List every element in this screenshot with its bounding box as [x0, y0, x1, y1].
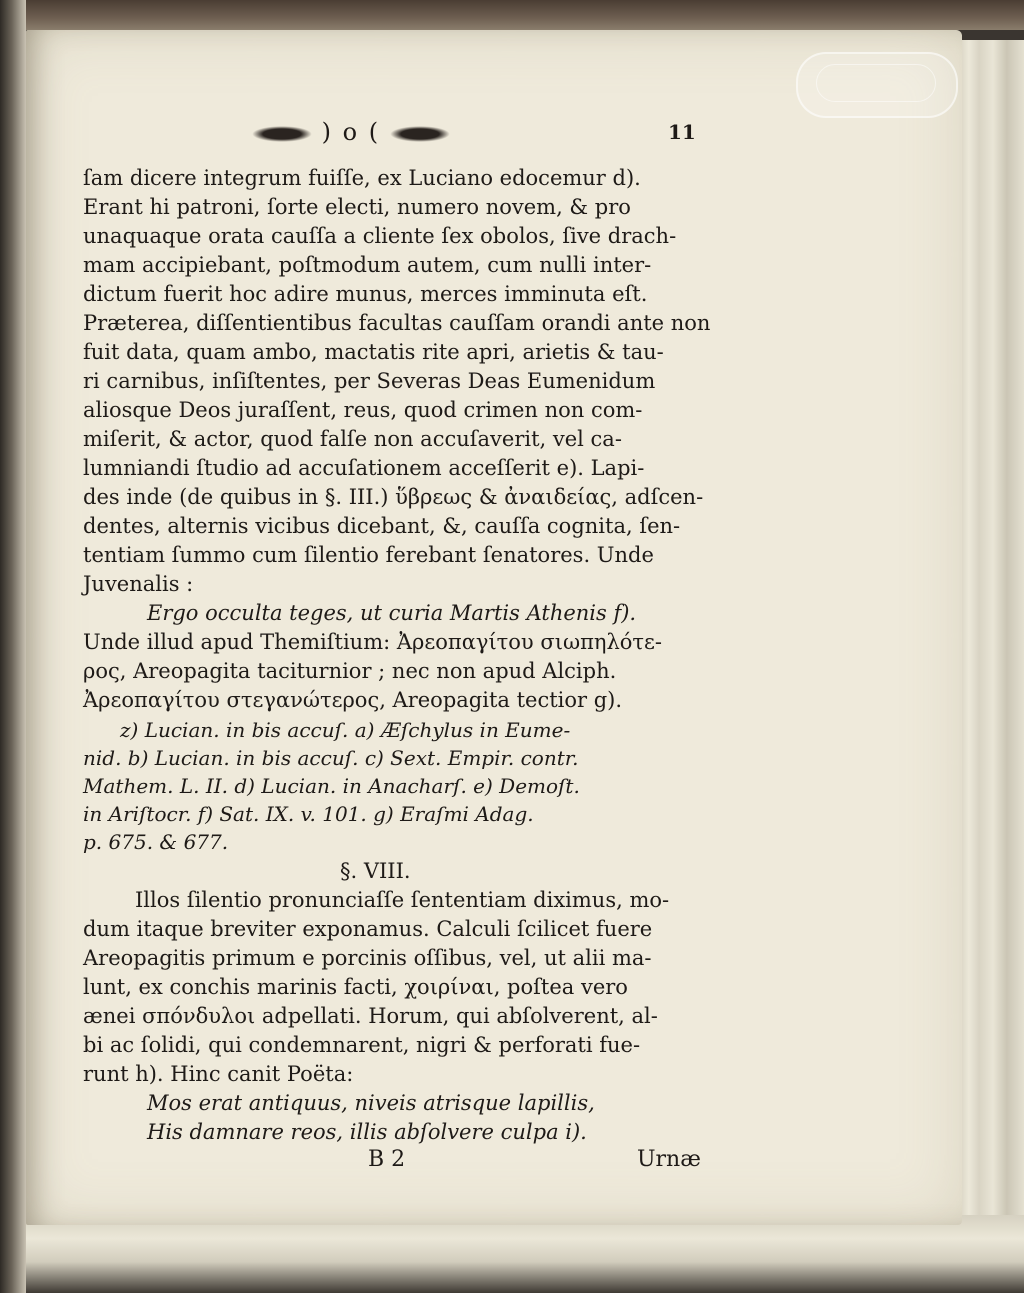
running-head — [252, 118, 450, 146]
body-line: dentes, alternis vicibus dicebant, &, cauſſa cognita, ſen- — [83, 514, 681, 538]
body-line: Ἀρεοπαγίτου στεγανώτερος, Areopagita tectior g). — [83, 688, 623, 712]
body-line: fuit data, quam ambo, mactatis rite apri, arietis & tau- — [83, 340, 664, 364]
body-line: mam accipiebant, poſtmodum autem, cum nulli inter- — [83, 253, 652, 277]
signature-mark: B 2 — [368, 1147, 406, 1172]
body-line: des inde (de quibus in §. III.) ὕβρεως & ἀναιδείας, adſcen- — [83, 485, 704, 509]
body-line: runt h). Hinc canit Poëta: — [83, 1062, 354, 1086]
body-line: ρος, Areopagita taciturnior ; nec non apud Alciph. — [83, 659, 617, 683]
body-line: dum itaque breviter exponamus. Calculi ſcilicet fuere — [83, 917, 653, 941]
footnote-line: p. 675. & 677. — [83, 830, 229, 854]
book-binding-top — [0, 0, 1024, 30]
page-stack-edge-bottom — [26, 1215, 1024, 1293]
page-clip — [796, 52, 958, 118]
page-number: 11 — [668, 120, 696, 144]
body-line: aliosque Deos juraſſent, reus, quod crimen non com- — [83, 398, 643, 422]
section-heading: §. VIII. — [340, 859, 411, 883]
verse-line: His damnare reos, illis abſolvere culpa i). — [147, 1120, 587, 1144]
page-clip-inner — [816, 64, 936, 102]
body-line: lunt, ex conchis marinis facti, χοιρίναι, poſtea vero — [83, 975, 628, 999]
body-line: Unde illud apud Themiſtium: Ἀρεοπαγίτου σιωπηλότε- — [83, 630, 662, 654]
ornament-right-icon — [390, 126, 450, 142]
body-line: bi ac ſolidi, qui condemnarent, nigri & perforati fue- — [83, 1033, 641, 1057]
body-line: miſerit, & actor, quod falſe non accuſaverit, vel ca- — [83, 427, 622, 451]
verse-line: Mos erat antiquus, niveis atrisque lapillis, — [147, 1091, 595, 1115]
body-line: tentiam ſummo cum ſilentio ferebant ſenatores. Unde — [83, 543, 654, 567]
footnote-line: nid. b) Lucian. in bis accuſ. c) Sext. Empir. contr. — [83, 746, 579, 770]
catchword: Urnæ — [637, 1147, 701, 1172]
footnote-line: z) Lucian. in bis accuſ. a) Æſchylus in Eume- — [120, 718, 571, 742]
body-line: dictum fuerit hoc adire munus, merces imminuta eſt. — [83, 282, 648, 306]
body-line: Illos ſilentio pronunciaſſe ſententiam diximus, mo- — [135, 888, 670, 912]
verse-line: Ergo occulta teges, ut curia Martis Athenis f). — [147, 601, 637, 625]
body-line: ri carnibus, inſiſtentes, per Severas Deas Eumenidum — [83, 369, 656, 393]
body-line: Areopagitis primum e porcinis oſſibus, vel, ut alii ma- — [83, 946, 652, 970]
footnote-line: in Ariſtocr. f) Sat. IX. v. 101. g) Eraſmi Adag. — [83, 802, 534, 826]
body-line: ænei σπόνδυλοι adpellati. Horum, qui abſolverent, al- — [83, 1004, 658, 1028]
page-stack-edge-right — [955, 40, 1024, 1293]
body-line: Erant hi patroni, ſorte electi, numero novem, & pro — [83, 195, 631, 219]
footnote-line: Mathem. L. II. d) Lucian. in Anacharſ. e) Demoſt. — [83, 774, 580, 798]
body-line: lumniandi ſtudio ad accuſationem acceſſerit e). Lapi- — [83, 456, 645, 480]
ornament-left-icon — [252, 126, 312, 142]
body-line: Præterea, diſſentientibus facultas cauſſam orandi ante non — [83, 311, 711, 335]
book-binding-left — [0, 0, 26, 1293]
body-line: unaquaque orata cauſſa a cliente ſex obolos, ſive drach- — [83, 224, 677, 248]
running-head-text: ) o ( — [321, 118, 381, 146]
body-line: ſam dicere integrum fuiſſe, ex Luciano edocemur d). — [83, 166, 641, 190]
body-line: Juvenalis : — [83, 572, 194, 596]
